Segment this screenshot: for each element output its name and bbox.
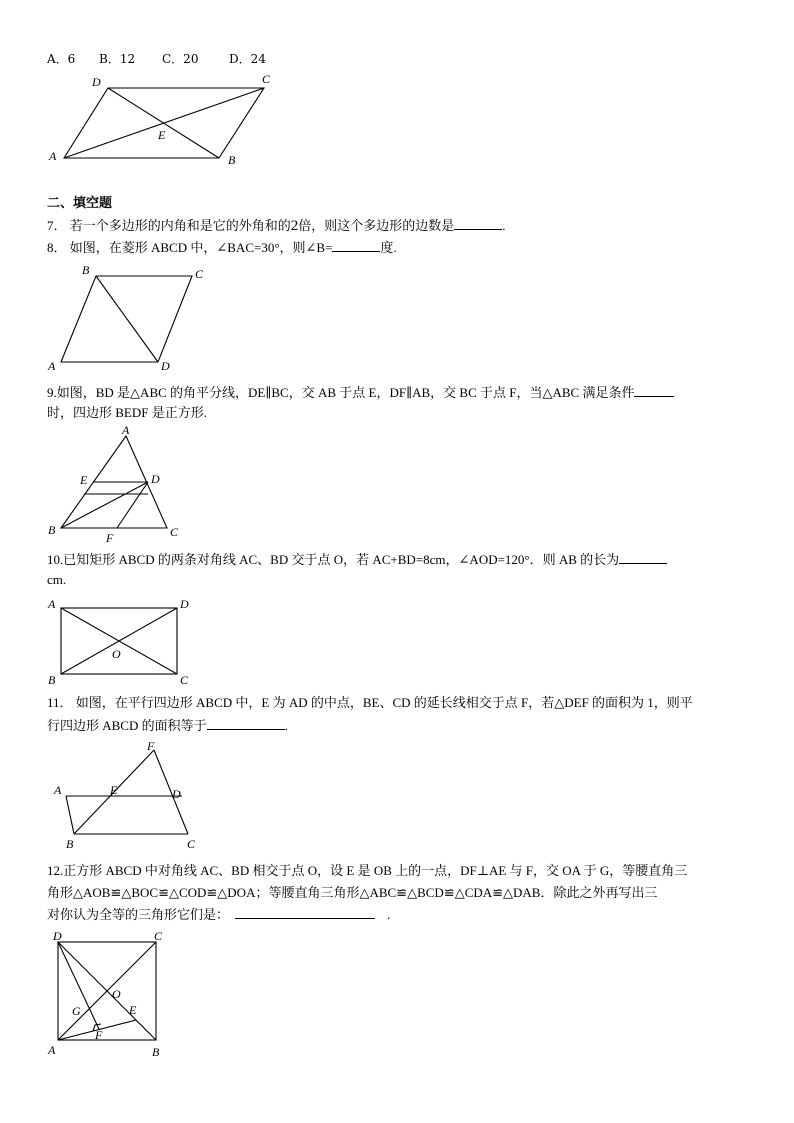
q12-label-g: G bbox=[72, 1004, 81, 1018]
q12-line2: 角形△AOB≌△BOC≌△COD≌△DOA；等腰直角三角形△ABC≌△BCD≌△CDA≌△DAB．除此之外再写出三 bbox=[47, 885, 658, 900]
q10-line1-text: 10.已知矩形 ABCD 的两条对角线 AC、BD 交于点 O，若 AC+BD=8cm，∠AOD=120°．则 AB 的长为 bbox=[47, 552, 620, 567]
q9-triangle-figure bbox=[40, 424, 200, 544]
q9-segment-bd bbox=[61, 482, 148, 528]
q12-label-e: E bbox=[129, 1003, 137, 1017]
q10-rectangle-figure bbox=[40, 596, 210, 688]
q8-label-b: B bbox=[82, 263, 90, 277]
q11-label-c: C bbox=[187, 837, 196, 851]
q6-option-d: D．24 bbox=[229, 52, 266, 66]
q8-label-c: C bbox=[195, 267, 204, 281]
q6-option-a: A．6 bbox=[47, 52, 76, 66]
q6-options bbox=[47, 50, 747, 68]
q12-line3 bbox=[47, 905, 747, 924]
q10-line1 bbox=[47, 550, 747, 569]
q6-label-e: E bbox=[158, 128, 166, 142]
q12-label-o: O bbox=[112, 987, 121, 1001]
q10-label-d: D bbox=[180, 597, 189, 611]
q11-line1: 11． 如图，在平行四边形 ABCD 中，E 为 AD 的中点，BE、CD 的延长线相交于点 F，若△DEF 的面积为 1，则平 bbox=[47, 695, 693, 710]
q10-label-o: O bbox=[112, 647, 121, 661]
q11-label-f: F bbox=[147, 739, 155, 753]
q6-label-b: B bbox=[228, 153, 236, 167]
q12-line3-text: 对你认为全等的三角形它们是： bbox=[47, 907, 230, 922]
q8-label-a: A bbox=[48, 359, 56, 373]
q11-answer-blank[interactable] bbox=[207, 716, 285, 730]
q6-diagonal-db bbox=[108, 88, 219, 158]
section-heading-fill-blank: 二、填空题 bbox=[47, 196, 113, 211]
q11-segment-ab bbox=[66, 796, 74, 834]
q9-label-a: A bbox=[122, 423, 130, 437]
q7-number: 2 bbox=[290, 218, 299, 234]
q6-label-c: C bbox=[262, 72, 271, 86]
q10-answer-blank[interactable] bbox=[619, 550, 667, 564]
q11-segment-cf bbox=[154, 750, 188, 834]
q11-line2 bbox=[47, 716, 747, 735]
q9-line1-text: 9.如图，BD 是△ABC 的角平分线，DE∥BC，交 AB 于点 E，DF∥AB，交 BC 于点 F，当△ABC 满足条件 bbox=[47, 385, 635, 400]
q6-option-c: C．20 bbox=[162, 52, 199, 66]
q12-label-f: F bbox=[95, 1028, 103, 1042]
q9-label-d: D bbox=[151, 472, 160, 486]
q9-label-f: F bbox=[106, 531, 114, 545]
q8-answer-blank[interactable] bbox=[332, 238, 380, 252]
q9-label-e: E bbox=[80, 473, 88, 487]
q10-label-c: C bbox=[180, 673, 189, 687]
q10-label-b: B bbox=[48, 673, 56, 687]
q12-square-figure bbox=[40, 928, 180, 1062]
q11-line2-text: 行四边形 ABCD 的面积等于 bbox=[47, 718, 207, 733]
q9-line1 bbox=[47, 383, 747, 402]
q8-text-after: 度. bbox=[380, 240, 397, 255]
q8-text-before: 8． 如图，在菱形 ABCD 中，∠BAC=30°，则∠B= bbox=[47, 240, 333, 255]
q10-label-a: A bbox=[48, 597, 56, 611]
q7-text-after: 倍，则这个多边形的边数是 bbox=[298, 218, 455, 233]
q8-diagonal-bd bbox=[96, 276, 158, 362]
q12-line3-end: . bbox=[387, 907, 391, 922]
q11-label-b: B bbox=[66, 837, 74, 851]
q12-label-b: B bbox=[152, 1045, 160, 1059]
q6-option-b: B．12 bbox=[99, 52, 136, 66]
q11-label-e: E bbox=[110, 783, 118, 797]
q6-label-a: A bbox=[49, 149, 57, 163]
q9-answer-blank[interactable] bbox=[634, 383, 674, 397]
q9-label-b: B bbox=[48, 523, 56, 537]
q8-rhombus-figure bbox=[40, 262, 220, 378]
q12-line1: 12.正方形 ABCD 中对角线 AC、BD 相交于点 O，设 E 是 OB 上的一点，DF⊥AE 与 F，交 OA 于 G，等腰直角三 bbox=[47, 863, 688, 878]
q7-answer-blank[interactable] bbox=[454, 216, 502, 230]
q8-text bbox=[47, 238, 747, 257]
q11-label-d: D bbox=[172, 787, 181, 801]
q11-line2-end: . bbox=[284, 718, 288, 733]
q6-label-d: D bbox=[92, 75, 101, 89]
q8-label-d: D bbox=[161, 359, 170, 373]
q12-answer-blank[interactable] bbox=[235, 905, 375, 919]
q6-parallelogram-figure bbox=[40, 70, 280, 170]
q12-label-a: A bbox=[48, 1043, 56, 1057]
q12-label-d: D bbox=[53, 929, 62, 943]
q7-end: . bbox=[502, 218, 506, 233]
q9-label-c: C bbox=[170, 525, 179, 539]
q7-text bbox=[47, 216, 747, 235]
q11-parallelogram-figure bbox=[40, 738, 220, 852]
q9-segment-df bbox=[117, 482, 148, 528]
q11-label-a: A bbox=[54, 783, 62, 797]
q10-line2: cm. bbox=[47, 572, 67, 587]
q9-line2: 时，四边形 BEDF 是正方形. bbox=[47, 405, 207, 420]
q7-text-before: 7． 若一个多边形的内角和是它的外角和的 bbox=[47, 218, 291, 233]
q12-label-c: C bbox=[154, 929, 163, 943]
